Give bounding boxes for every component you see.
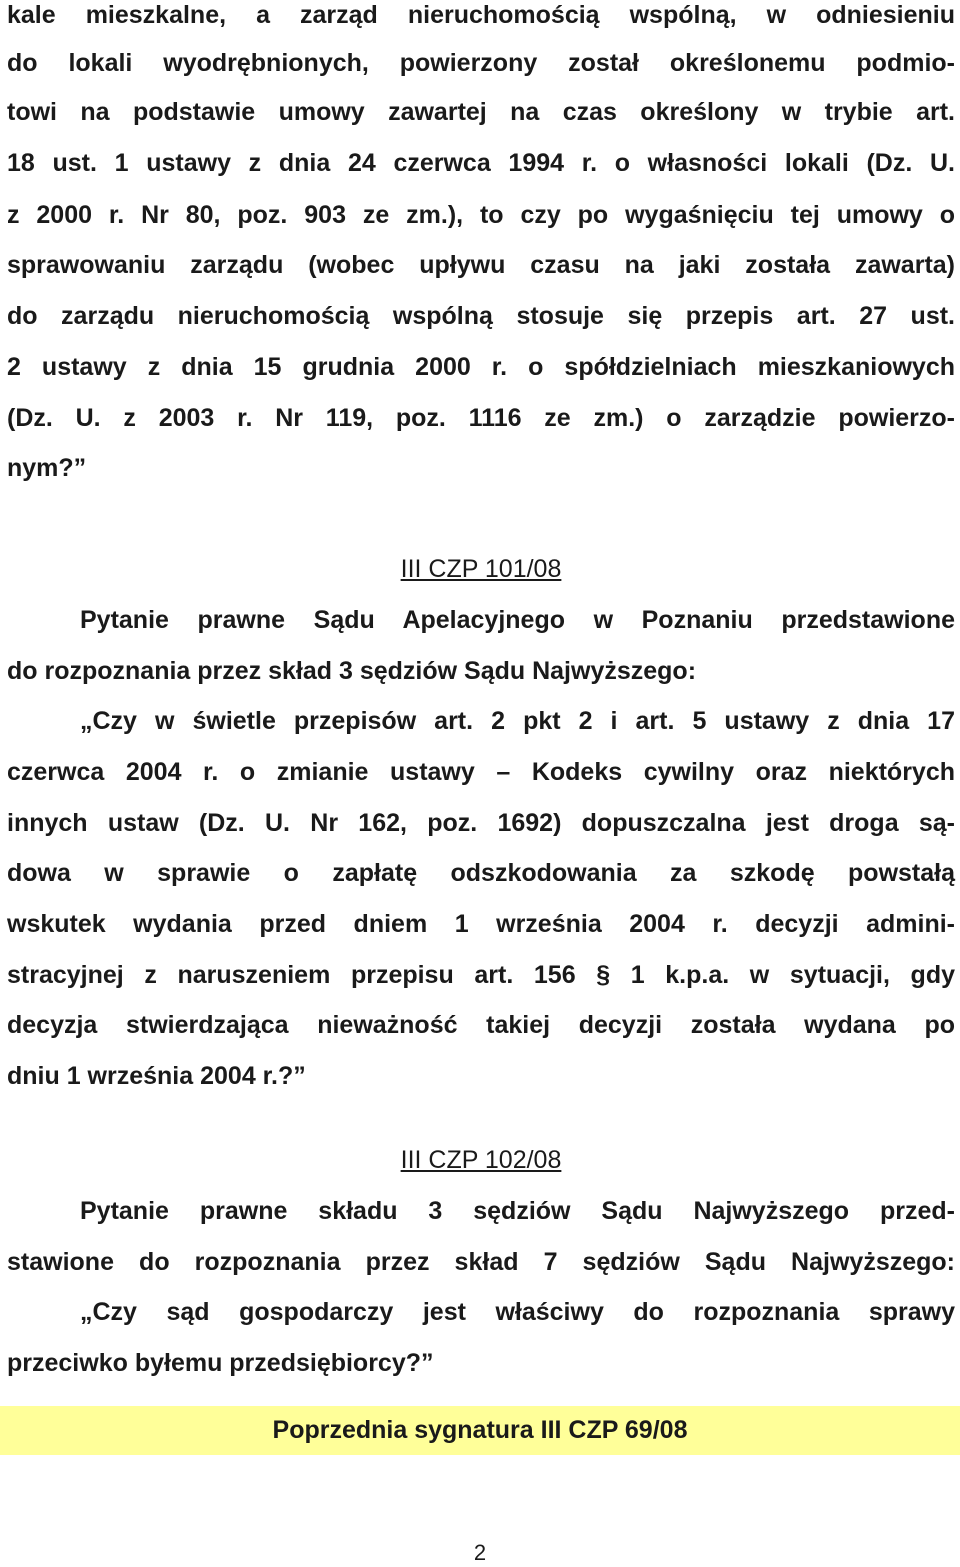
case-question-line: „Czy w świetle przepisów art. 2 pkt 2 i art. 5 ustawy z dnia 17 bbox=[80, 707, 955, 735]
case-question-line: „Czy sąd gospodarczy jest właściwy do rozpoznania sprawy bbox=[80, 1298, 955, 1326]
case-text-line: stawione do rozpoznania przez skład 7 sędziów Sądu Najwyższego: bbox=[7, 1248, 955, 1276]
intro-line: do lokali wyodrębnionych, powierzony został określonemu podmio- bbox=[7, 49, 955, 77]
previous-signature-text: Poprzednia sygnatura III CZP 69/08 bbox=[272, 1416, 688, 1444]
case-question-line: przeciwko byłemu przedsiębiorcy?” bbox=[7, 1349, 434, 1377]
intro-line: z 2000 r. Nr 80, poz. 903 ze zm.), to czy po wygaśnięciu tej umowy o bbox=[7, 201, 955, 229]
case-signature: III CZP 102/08 bbox=[400, 1146, 562, 1174]
intro-line: do zarządu nieruchomością wspólną stosuje się przepis art. 27 ust. bbox=[7, 302, 955, 330]
intro-line: nym?” bbox=[7, 454, 87, 482]
intro-line: (Dz. U. z 2003 r. Nr 119, poz. 1116 ze zm.) o zarządzie powierzo- bbox=[7, 404, 955, 432]
page-number: 2 bbox=[473, 1540, 487, 1565]
case-text-line: Pytanie prawne Sądu Apelacyjnego w Poznaniu przedstawione bbox=[80, 606, 955, 634]
case-signature: III CZP 101/08 bbox=[400, 555, 562, 583]
intro-line: kale mieszkalne, a zarząd nieruchomością wspólną, w odniesieniu bbox=[7, 1, 955, 29]
case-question-line: dniu 1 września 2004 r.?” bbox=[7, 1062, 306, 1090]
case-text-line: Pytanie prawne składu 3 sędziów Sądu Najwyższego przed- bbox=[80, 1197, 955, 1225]
intro-line: towi na podstawie umowy zawartej na czas określony w trybie art. bbox=[7, 98, 955, 126]
case-question-line: decyzja stwierdzająca nieważność takiej decyzji została wydana po bbox=[7, 1011, 955, 1039]
case-question-line: czerwca 2004 r. o zmianie ustawy – Kodeks cywilny oraz niektórych bbox=[7, 758, 955, 786]
intro-line: 18 ust. 1 ustawy z dnia 24 czerwca 1994 r. o własności lokali (Dz. U. bbox=[7, 149, 955, 177]
intro-line: 2 ustawy z dnia 15 grudnia 2000 r. o spółdzielniach mieszkaniowych bbox=[7, 353, 955, 381]
case-question-line: innych ustaw (Dz. U. Nr 162, poz. 1692) dopuszczalna jest droga są- bbox=[7, 809, 955, 837]
intro-line: sprawowaniu zarządu (wobec upływu czasu na jaki została zawarta) bbox=[7, 251, 955, 279]
case-text-line: do rozpoznania przez skład 3 sędziów Sądu Najwyższego: bbox=[7, 657, 697, 685]
case-question-line: dowa w sprawie o zapłatę odszkodowania za szkodę powstałą bbox=[7, 859, 955, 887]
case-question-line: wskutek wydania przed dniem 1 września 2004 r. decyzji admini- bbox=[7, 910, 955, 938]
case-question-line: stracyjnej z naruszeniem przepisu art. 156 § 1 k.p.a. w sytuacji, gdy bbox=[7, 961, 955, 989]
